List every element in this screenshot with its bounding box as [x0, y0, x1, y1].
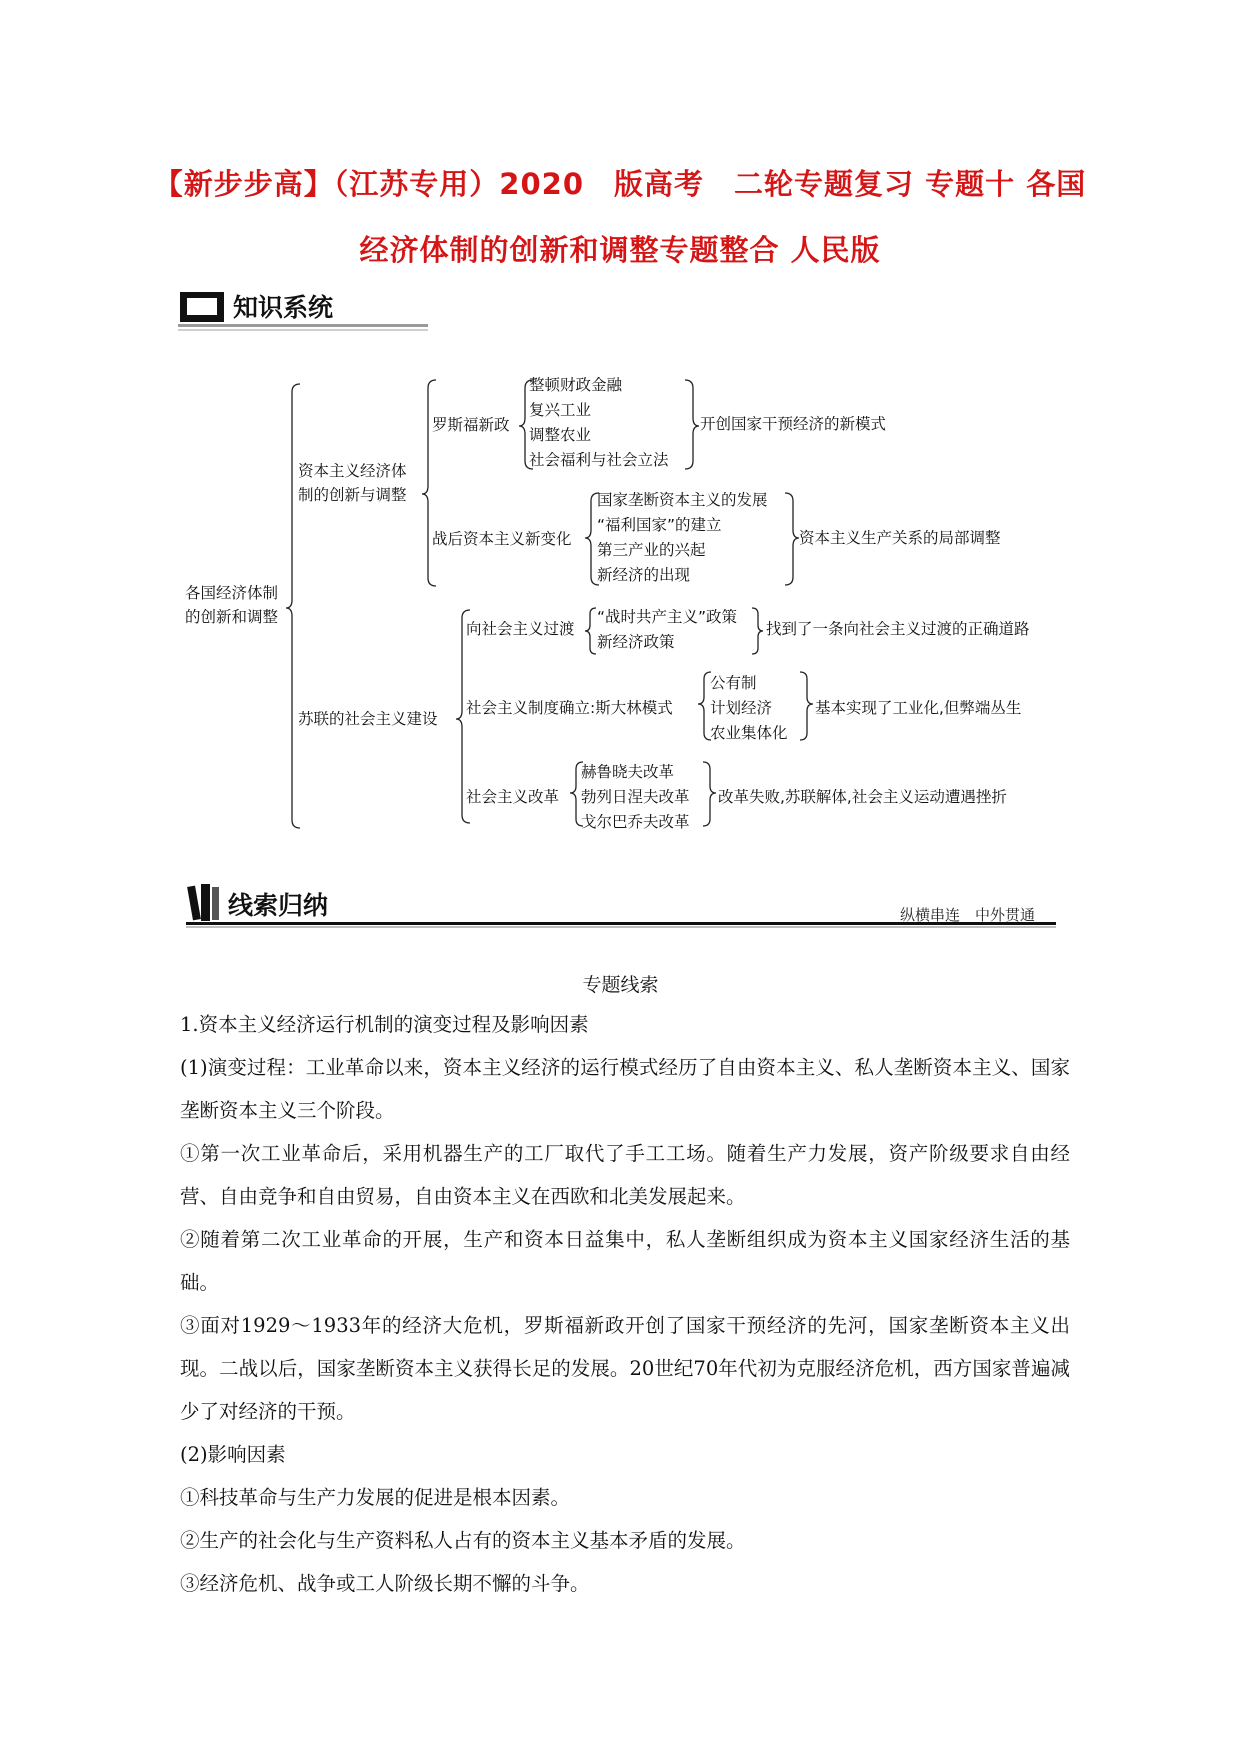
reform-item: 戈尔巴乔夫改革	[581, 813, 690, 831]
mindmap-root-line1: 各国经济体制	[185, 584, 279, 602]
paragraph: (1)演变过程：工业革命以来，资本主义经济的运行模式经历了自由资本主义、私人垄断资本主义、国家垄断资本主义三个阶段。	[180, 1056, 1070, 1122]
paragraph: 1.资本主义经济运行机制的演变过程及影响因素	[180, 1013, 589, 1036]
body-heading: 专题线索	[582, 974, 659, 996]
stalin-model-label: 社会主义制度确立:斯大林模式	[466, 699, 673, 717]
postwar-item: “福利国家”的建立	[597, 516, 722, 534]
stalin-item: 计划经济	[710, 699, 773, 717]
postwar-item: 第三产业的兴起	[597, 541, 706, 559]
reform-result: 改革失败,苏联解体,社会主义运动遭遇挫折	[718, 788, 1007, 806]
roosevelt-new-deal-label: 罗斯福新政	[432, 416, 510, 434]
postwar-label: 战后资本主义新变化	[432, 530, 572, 548]
roosevelt-item: 复兴工业	[529, 401, 592, 419]
document-title-line1: 【新步步高】（江苏专用）2020 版高考 二轮专题复习 专题十 各国	[153, 167, 1087, 201]
transition-label: 向社会主义过渡	[466, 620, 575, 638]
roosevelt-item: 调整农业	[529, 426, 592, 444]
roosevelt-item: 整顿财政金融	[529, 376, 623, 394]
stalin-result: 基本实现了工业化,但弊端丛生	[815, 699, 1022, 717]
stalin-item: 农业集体化	[710, 724, 788, 742]
branch-capitalism-line2: 制的创新与调整	[298, 486, 407, 504]
postwar-item: 新经济的出现	[597, 566, 691, 584]
paragraph: ①科技革命与生产力发展的促进是根本因素。	[180, 1486, 571, 1509]
branch-soviet-label: 苏联的社会主义建设	[298, 710, 438, 728]
paragraph: ②生产的社会化与生产资料私人占有的资本主义基本矛盾的发展。	[180, 1529, 746, 1552]
roosevelt-item: 社会福利与社会立法	[529, 451, 669, 469]
paragraph: ②随着第二次工业革命的开展，生产和资本日益集中，私人垄断组织成为资本主义国家经济生活的基础。	[180, 1228, 1070, 1294]
paragraph: ①第一次工业革命后，采用机器生产的工厂取代了手工工场。随着生产力发展，资产阶级要求自由经营、自由竞争和自由贸易，自由资本主义在西欧和北美发展起来。	[180, 1142, 1070, 1208]
postwar-item: 国家垄断资本主义的发展	[597, 491, 768, 509]
reform-item: 勃列日涅夫改革	[581, 788, 690, 806]
postwar-result: 资本主义生产关系的局部调整	[799, 529, 1001, 547]
reform-label: 社会主义改革	[466, 788, 560, 806]
section-tags: 纵横串连 中外贯通	[900, 906, 1036, 924]
section-title-clue-summary: 线索归纳	[228, 891, 329, 920]
reform-item: 赫鲁晓夫改革	[581, 763, 675, 781]
roosevelt-result: 开创国家干预经济的新模式	[700, 415, 887, 433]
paragraph: (2)影响因素	[180, 1443, 286, 1466]
section-title-knowledge-system: 知识系统	[233, 293, 334, 322]
transition-item: “战时共产主义”政策	[597, 608, 738, 626]
transition-item: 新经济政策	[597, 633, 675, 651]
transition-result: 找到了一条向社会主义过渡的正确道路	[766, 620, 1030, 638]
stalin-item: 公有制	[710, 674, 757, 692]
mindmap-braces	[0, 0, 1241, 860]
branch-capitalism-line1: 资本主义经济体	[298, 462, 407, 480]
mindmap-root-line2: 的创新和调整	[185, 608, 279, 626]
paragraph: ③经济危机、战争或工人阶级长期不懈的斗争。	[180, 1572, 590, 1595]
paragraph: ③面对1929～1933年的经济大危机，罗斯福新政开创了国家干预经济的先河，国家垄断资本主义出现。二战以后，国家垄断资本主义获得长足的发展。20世纪70年代初为克服经济危机，西方国家普遍减少了对经济的干预。	[180, 1314, 1070, 1423]
document-title-line2: 经济体制的创新和调整专题整合 人民版	[359, 233, 881, 267]
